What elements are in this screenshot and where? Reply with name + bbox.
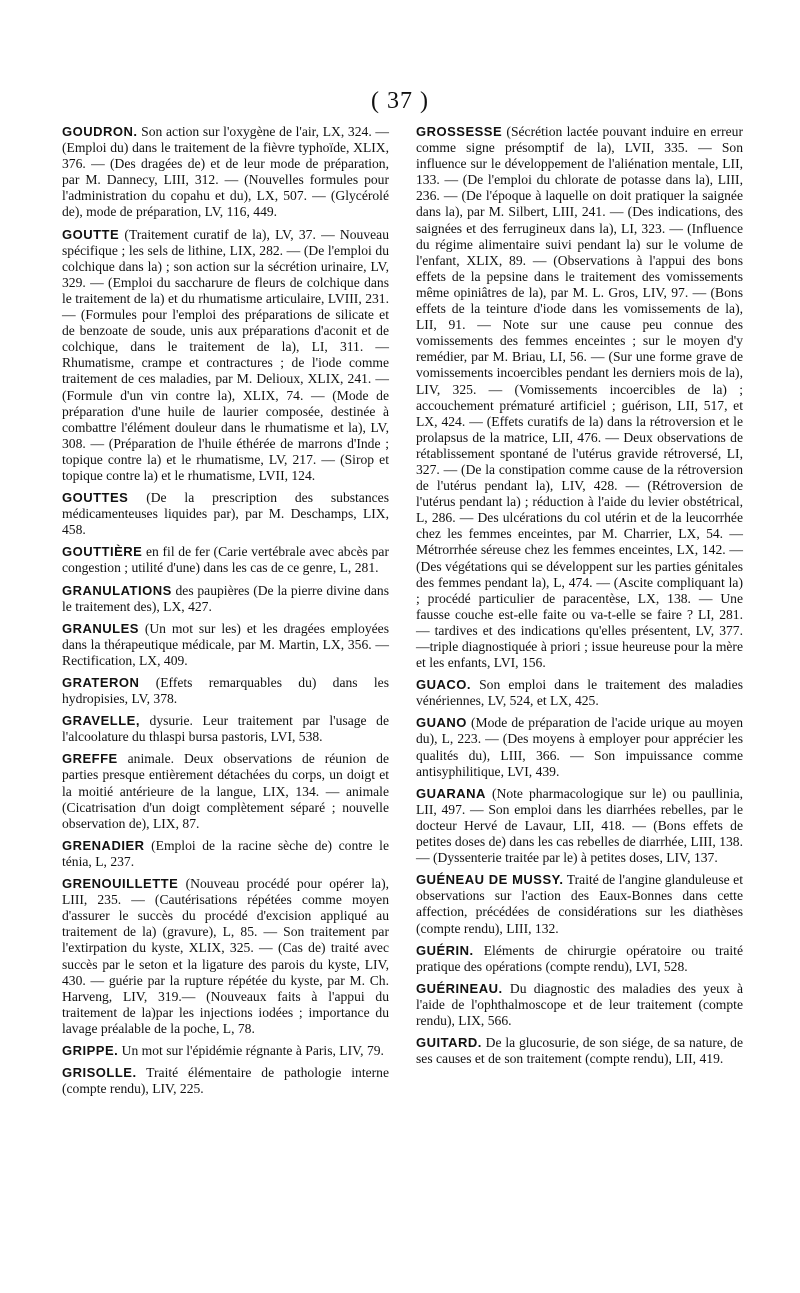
index-entry [62, 838, 389, 870]
entry-text: Traité de l'angine glanduleuse et observations sur l'action des Eaux-Bonnes dans cette affection, précédées de considérations sur les diathèses (compte rendu), LIII, 132. [416, 872, 743, 936]
index-entry [416, 786, 743, 866]
index-entry [62, 124, 389, 221]
entry-headword: GROSSESSE [416, 124, 503, 139]
entry-headword: GUÉNEAU DE MUSSY. [416, 872, 564, 888]
entry-text: (Mode de préparation de l'acide urique au moyen du), L, 223. — (Des moyens à employer pour apprécier les qualités du), LIII, 366. — Son impuissance comme antisyphilitique, LVI, 439. [416, 715, 743, 779]
entry-headword: GRENOUILLETTE [62, 876, 179, 892]
entry-headword: GUARANA [416, 785, 486, 801]
entry-text: (Effets remarquables du) dans les hydropisies, LV, 378. [62, 675, 389, 707]
entry-headword: GUITARD. [416, 1035, 482, 1051]
entry-headword: GOUDRON. [62, 124, 138, 139]
entry-text: Traité élémentaire de pathologie interne (compte rendu), LIV, 225. [62, 1065, 389, 1097]
entry-text: Son action sur l'oxygène de l'air, LX, 324. — (Emploi du) dans le traitement de la fièvre typhoïde, XLIX, 376. — (Des dragées de) et de leur mode de préparation, par M. Dannecy, LIII, 312. — (Nouvelles formules pour l'administration du copahu et du), LX, 507. — (Glycérolé de), mode de préparation, LV, 116, 449. [62, 124, 389, 220]
page-number: ( 37 ) [371, 88, 429, 114]
index-entry [62, 713, 389, 745]
entry-text: (Traitement curatif de la), LV, 37. — Nouveau spécifique ; les sels de lithine, LIX, 282. — (De l'emploi du colchique dans la) ; son action sur la sécrétion urinaire, LV, 329. — (Emploi du saccharure de fleurs de colchique dans le traitement de la) et du rhumatisme articulaire, LVIII, 231. — (Formules pour l'emploi des préparations de silicate et de benzoate de soude, unis aux préparations d'aconit et de colchique, dans le traitement de la), LI, 311. — Rhumatisme, crampe et contractures ; de l'iode comme traitement de ces maladies, par M. Delioux, XLIX, 241. — (Formule d'un vin contre la), XLIX, 74. — (Mode de préparation d'une huile de laurier composée, destinée à combattre l'élément douleur dans le rhumatisme et la), LV, 308. — (Préparation de l'huile éthérée de marrons d'Inde ; topique contre la) et le rhumatisme, LV, 217. — (Sirop et topique contre la) et le rhumatisme, LVII, 124. [62, 226, 389, 483]
entry-text: (Emploi de la racine sèche de) contre le ténia, L, 237. [62, 837, 389, 869]
entry-text: (Sécrétion lactée pouvant induire en erreur comme signe présomptif de la), LVII, 335. — Son influence sur le développement de l'aliénation mentale, LII, 133. — (De l'emploi du chlorate de potasse dans la), LIII, 236. — (De l'époque à laquelle on doit pratiquer la saignée dans la), par M. Silbert, LIII, 241. — (Des indications, des saignées et des ferrugineux dans la), LI, 323. — (Influence du régime alimentaire suivi pendant la) sur le volume de l'enfant, XLIX, 89. — (Observations à l'appui des bons effets de la pepsine dans le traitement des vomissements même opiniâtres de la), par M. L. Gros, LIV, 97. — (Bons effets de la teinture d'iode dans les vomissements de la), LII, 91. — Note sur une cause peu connue des vomissements des femmes enceintes ; sur le moyen d'y remédier, par M. Briau, LI, 56. — (Sur une forme grave de vomissements incoercibles pendant les derniers mois de la), LIV, 325. — (Vomissements incoercibles de la) ; accouchement prématuré artificiel ; guérison, LII, 517, et LX, 424. — (Effets curatifs de la) dans la rétroversion et le prolapsus de la matrice, LII, 476. — Deux observations de rétablissement spontané de l'utérus gravide rétroversé, LI, 327. — (De la constipation comme cause de la rétroversion de l'utérus pendant la), LIV, 428. — (Rétroversion de l'utérus pendant la) ; réduction à l'aide du levier obstétrical, L, 286. — Des ulcérations du col utérin et de la leucorrhée chez les femmes enceintes, par M. Charrier, LX, 54. — Métrorrhée séreuse chez les femmes enceintes, LX, 142. — (Des végétations qui se développent sur les parties génitales des femmes pendant la), L, 474. — (Ascite compliquant la) ; procédé particulier de paracentèse, LX, 138. — Une fausse couche est-elle faite ou va-t-elle se faire ? LI, 281. — tardives et des indications qu'elles présentent, LV, 377.—triple diagnostiquée à priori ; issue heureuse pour la mère et les enfants, LVI, 156. [416, 124, 743, 671]
entry-headword: GRISOLLE. [62, 1065, 137, 1081]
entry-headword: GRENADIER [62, 837, 145, 853]
entry-headword: GUACO. [416, 677, 471, 693]
index-column-right [416, 124, 743, 1073]
index-entry [416, 124, 743, 671]
entry-headword: GREFFE [62, 751, 118, 767]
entry-headword: GRANULATIONS [62, 582, 172, 598]
entry-headword: GOUTTE [62, 226, 120, 242]
entry-headword: GOUTTIÈRE [62, 544, 143, 560]
entry-text: (Nouveau procédé pour opérer la), LIII, 235. — (Cautérisations répétées comme moyen d'assurer le succès du procédé d'excision appliqué au traitement de la) (gravure), L, 85. — Son traitement par l'extirpation du kyste, XLIX, 325. — (Cas de) traité avec succès par le seton et la ligature des parois du kyste, LIV, 430. — guérie par la rupture répétée du kyste, par M. Ch. Harveng, LIV, 319.— (Nouveaux faits à l'appui du traitement de la)par les injections iodées ; importance du lavage préalable de la poche, L, 78. [62, 876, 389, 1036]
entry-headword: GUÉRIN. [416, 942, 474, 958]
index-entry [416, 715, 743, 779]
entry-text: (Note pharmacologique sur le) ou paullinia, LII, 497. — Son emploi dans les diarrhées rebelles, par le docteur Hervé de Lavaur, LII, 418. — (Bons effets de petites doses de) dans les cas rebelles de diarrhée, LIII, 138. — (Dyssenterie traitée par le) à petites doses, LIV, 137. [416, 785, 743, 866]
index-entry [62, 583, 389, 615]
entry-text: Eléments de chirurgie opératoire ou traité pratique des opérations (compte rendu), LVI, 528. [416, 942, 743, 974]
index-column-left [62, 124, 389, 1103]
index-entry [416, 677, 743, 709]
entry-text: (Un mot sur les) et les dragées employées dans la thérapeutique médicale, par M. Martin, LX, 356. — Rectification, LX, 409. [62, 620, 389, 668]
entry-text: (De la prescription des substances médicamenteuses liquides par), par M. Deschamps, LIX, 458. [62, 490, 389, 538]
entry-text: De la glucosurie, de son siége, de sa nature, de ses causes et de son traitement (compte rendu), LII, 419. [416, 1035, 743, 1067]
entry-headword: GRAVELLE, [62, 713, 140, 729]
entry-headword: GRATERON [62, 675, 140, 690]
entry-text: en fil de fer (Carie vertébrale avec abcès par congestion ; utilité d'une) dans les cas de ce genre, L, 281. [62, 544, 389, 576]
index-entry [62, 675, 389, 707]
index-entry [416, 943, 743, 975]
index-entry [62, 1065, 389, 1097]
index-entry [416, 1035, 743, 1067]
entry-headword: GRIPPE. [62, 1042, 119, 1058]
index-entry [62, 227, 389, 485]
index-entry [62, 876, 389, 1037]
index-entry [62, 544, 389, 576]
entry-headword: GOUTTES [62, 490, 129, 506]
entry-headword: GUANO [416, 715, 467, 731]
index-entry [416, 981, 743, 1029]
index-entry [416, 872, 743, 936]
entry-text: des paupières (De la pierre divine dans le traitement des), LX, 427. [62, 582, 389, 614]
entry-headword: GRANULES [62, 620, 139, 636]
index-entry [62, 751, 389, 831]
entry-headword: GUÉRINEAU. [416, 980, 503, 996]
index-entry [62, 621, 389, 669]
entry-text: Du diagnostic des maladies des yeux à l'aide de l'ophthalmoscope et de leur traitement (compte rendu), LIX, 566. [416, 980, 743, 1028]
index-entry [62, 1043, 389, 1059]
entry-text: Son emploi dans le traitement des maladies vénériennes, LV, 524, et LX, 425. [416, 677, 743, 709]
index-entry [62, 490, 389, 538]
entry-text: dysurie. Leur traitement par l'usage de l'alcoolature du thlaspi bursa pastoris, LVI, 538. [62, 713, 389, 745]
entry-text: animale. Deux observations de réunion de parties presque entièrement détachées du corps, un doigt et la moitié antérieure de la langue, LIX, 134. — animale (Cicatrisation d'un doigt complètement séparé ; nouvelle observation de), LIX, 87. [62, 751, 389, 831]
entry-text: Un mot sur l'épidémie régnante à Paris, LIV, 79. [118, 1042, 384, 1058]
